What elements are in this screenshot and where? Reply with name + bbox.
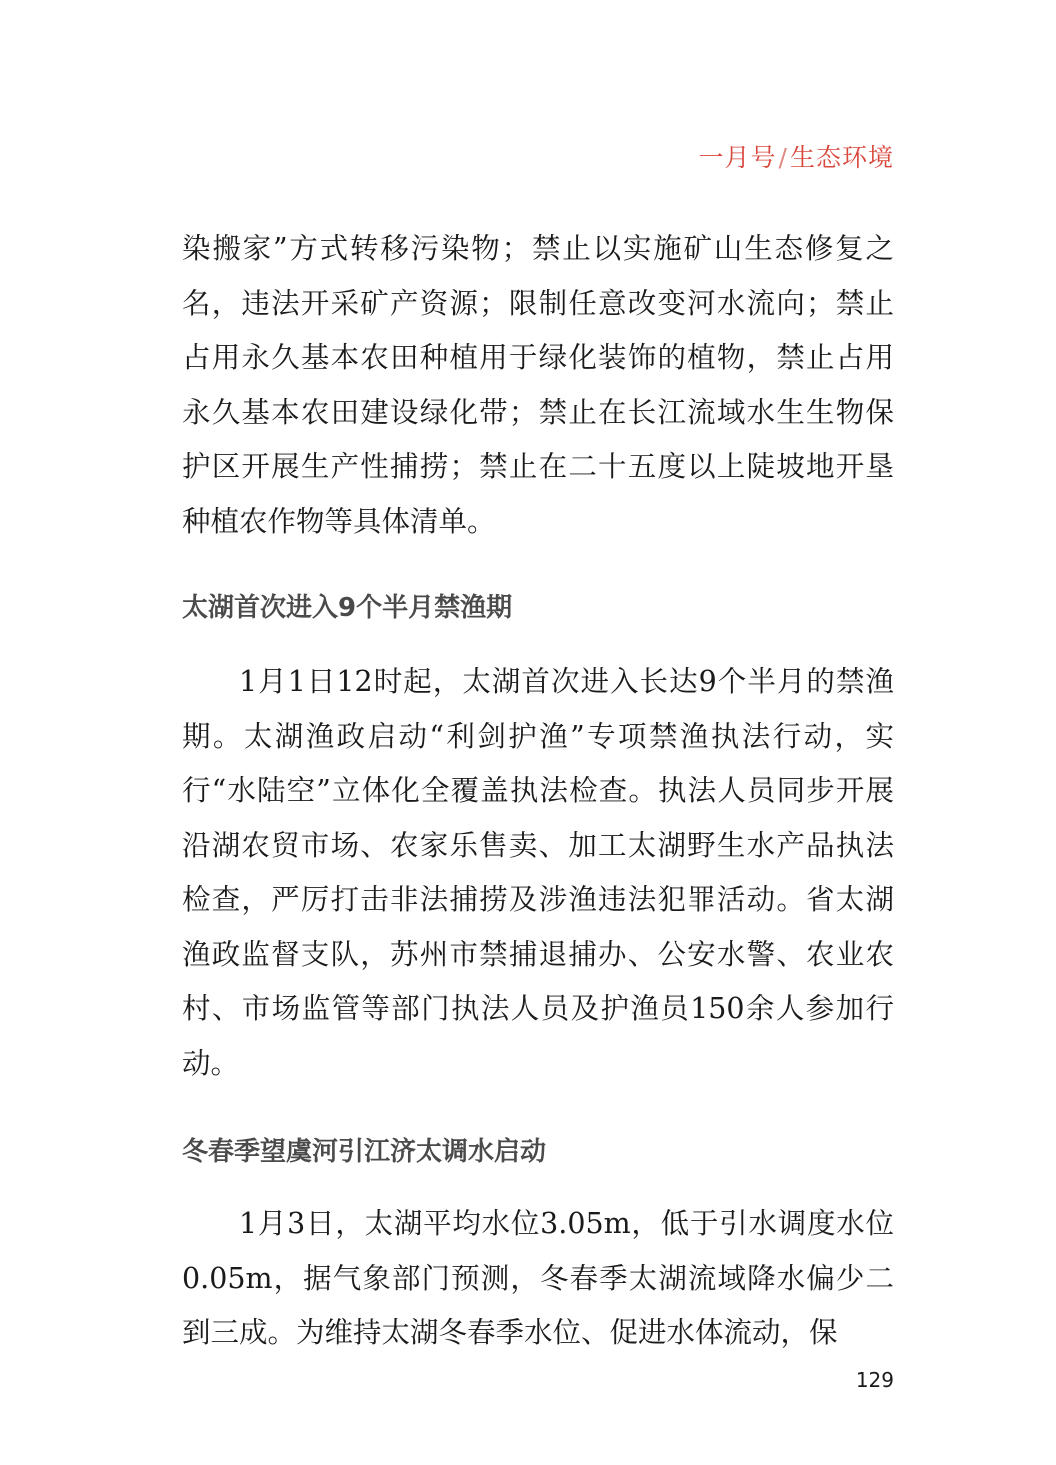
page-number: 129 — [855, 1368, 894, 1392]
intro-paragraph: 染搬家”方式转移污染物；禁止以实施矿山生态修复之名，违法开采矿产资源；限制任意改变河水流向；禁止占用永久基本农田种植用于绿化装饰的植物，禁止占用永久基本农田建设绿化带；禁止在长江流域水生生物保护区开展生产性捕捞；禁止在二十五度以上陡坡地开垦种植农作物等具体清单。 — [182, 232, 894, 538]
article-body — [182, 222, 894, 1361]
running-header — [699, 138, 894, 174]
heading-fishing-ban: 太湖首次进入9个半月禁渔期 — [182, 593, 513, 623]
fishing-ban-paragraph: 1月1日12时起，太湖首次进入长达9个半月的禁渔期。太湖渔政启动“利剑护渔”专项禁渔执法行动，实行“水陆空”立体化全覆盖执法检查。执法人员同步开展沿湖农贸市场、农家乐售卖、加工太湖野生水产品执法检查，严厉打击非法捕捞及涉渔违法犯罪活动。省太湖渔政监督支队，苏州市禁捕退捕办、公安水警、农业农村、市场监管等部门执法人员及护渔员150余人参加行动。 — [182, 665, 894, 1080]
issue-label: 一月号 — [698, 143, 777, 172]
water-diversion-paragraph: 1月3日，太湖平均水位3.05m，低于引水调度水位0.05m，据气象部门预测，冬春季太湖流域降水偏少二到三成。为维持太湖冬春季水位、促进水体流动，保 — [182, 1207, 894, 1349]
header-separator: / — [778, 143, 788, 172]
section-label: 生态环境 — [789, 143, 894, 172]
heading-water-diversion: 冬春季望虞河引江济太调水启动 — [182, 1137, 547, 1167]
